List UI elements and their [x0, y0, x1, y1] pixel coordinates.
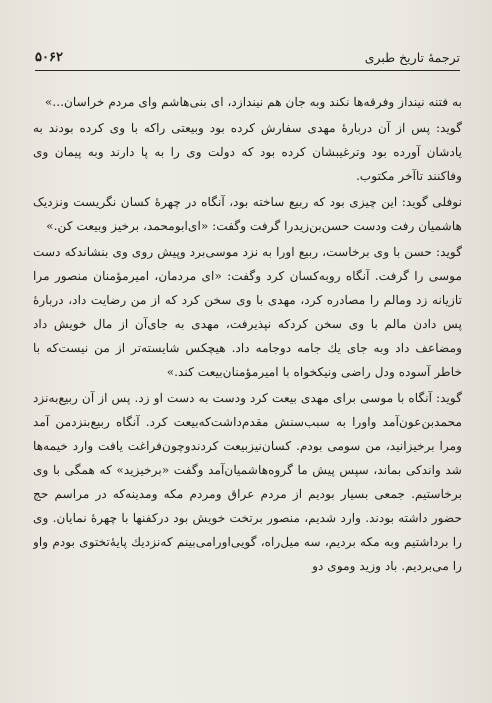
page-body: [33, 90, 462, 697]
paragraph-2: گوید: پس از آن دربارهٔ مهدی سفارش کرده بود وبیعتی راکه با وی کرده بودند به یادشان آورده بود وترغیبشان کرده بود که دولت وی را به پا دارند وبه پیمان وی وفاکنند تاآخر مکتوب.: [33, 121, 462, 183]
paragraph-1: به فتنه نینداز وفرقه‌ها نکند وبه جان هم نیندازد، ای بنی‌هاشم وای مردم خراسان...»: [44, 95, 462, 109]
page-number: ۵۰۶۲: [35, 49, 63, 65]
paragraph-3: نوفلی گوید: این چیزی بود که ربیع ساخته بود، آنگاه در چهرهٔ کسان نگریست ونزدیک هاشمیان رفت ودست حسن‌بن‌زیدرا گرفت وگفت: «ای‌ابومحمد، برخیز وبیعت کن.»: [33, 195, 462, 233]
paragraph-5: گوید: آنگاه با موسی برای مهدی بیعت کرد ودست به دست او زد. پس از آن ربیع‌به‌نزد محمدبن‌عون‌آمد واورا به سبب‌سنش مقدم‌داشت‌که‌بیعت کرد. آنگاه ربیع‌بنزدمن آمد ومرا برخیزانید، من سومی بودم. کسان‌نیز‌بیعت کردندوچون‌فراغت یافت وارد خیمه‌ها شد واندکی بماند، سپس پیش ما گروه‌هاشمیان‌آمد وگفت «برخیزید» که همگی با وی برخاستیم. جمعی بسیار بودیم از مردم عراق ومردم مکه ومدینه‌که در مراسم حج حضور داشته بودند. وارد شدیم، منصور برتخت خویش بود درکفنها با چهرهٔ نمایان. وی را برداشتیم وبه مکه بردیم، سه میل‌راه، گویی‌اورامی‌بینم که‌نزدیك پایهٔ‌تختوی بودم واو را می‌بردیم. باد وزید وموی دو: [33, 391, 462, 573]
running-title: ترجمهٔ تاریخ طبری: [364, 49, 460, 65]
paragraph-4: گوید: حسن با وی برخاست، ربیع اورا به نزد موسی‌برد وپیش روی وی بنشاندکه دست موسی را گرفت. آنگاه روبه‌کسان کرد وگفت: «ای مردمان، امیرمؤمنان منصور مرا تازیانه زد ومالم را مصادره کرد، مهدی با وی سخن کرد که از من رضایت داد، دربارهٔ پس دادن مالم با وی سخن کردکه نپذیرفت، مهدی به جای‌آن از مال خویش داد ومضاعف داد وبه جای یك جامه دوجامه داد. هیچکس شایسته‌تر از من نیست‌که با خاطر آسوده ودل راضی ونیکخواه با امیرمؤمنان‌بیعت کند.»: [33, 245, 462, 379]
page-header: [35, 44, 460, 71]
